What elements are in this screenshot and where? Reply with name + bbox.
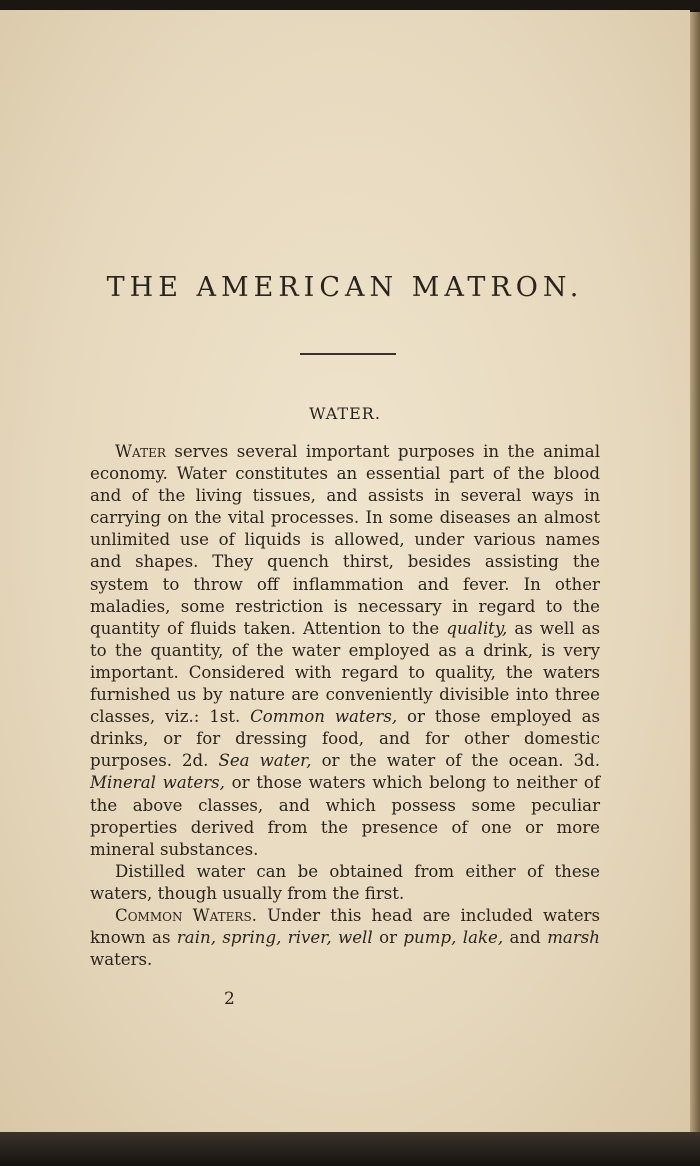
paragraph-3-text-1: Under this head are included waters known as — [90, 905, 600, 948]
paragraph-1-italic-1: quality, — [446, 618, 508, 638]
paragraph-3-lead: Common Waters. — [115, 905, 257, 925]
paragraph-1-text-5: or those waters which belong to neither of the above classes, and which possess some peculiar properties derived from the presence of one or more mineral substances. — [90, 773, 600, 859]
paragraph-3 — [90, 905, 600, 971]
scan-bottom-edge — [0, 1132, 700, 1166]
paragraph-3-italic-3: marsh — [547, 928, 600, 948]
paragraph-1-text-2: as well as to the quantity, of the water employed as a drink, is very important. Considered with regard to quality, the waters furnished us by nature are conveniently divisible into three classes, viz.: 1st. — [90, 618, 601, 727]
paragraph-1-text-3: or those employed as drinks, or for dressing food, and for other domestic purposes. 2d. — [90, 707, 600, 771]
page-edge — [690, 12, 700, 1132]
paragraph-1-lead: Water — [115, 442, 166, 461]
paragraph-1 — [90, 441, 600, 861]
paragraph-1-text-4: or the water of the ocean. 3d. — [311, 751, 601, 771]
paragraph-3-text-3: and — [503, 928, 548, 948]
section-heading: WATER. — [309, 404, 381, 423]
paragraph-3-italic-2: pump, lake, — [403, 928, 504, 948]
paragraph-3-text-4: waters. — [90, 950, 153, 970]
title-rule — [300, 353, 396, 355]
body-text — [90, 441, 600, 971]
folio-signature: 2 — [224, 989, 235, 1009]
paragraph-1-italic-2: Common waters, — [250, 707, 398, 727]
paragraph-3-text-2: or — [372, 928, 404, 948]
book-page — [0, 10, 690, 1132]
paragraph-1-text-1: serves several important purposes in the animal economy. Water constitutes an essential part of the blood and of the living tissues, and assists in several ways in carrying on the vital processes. In some diseases an almost unlimited use of liquids is allowed, under various names and shapes. They quench thirst, besides assisting the system to throw off inflammation and fever. In other maladies, some restriction is necessary in regard to the quantity of fluids taken. Attention to the — [90, 442, 600, 638]
paragraph-1-italic-3: Sea water, — [218, 751, 312, 771]
paragraph-1-italic-4: Mineral waters, — [90, 773, 225, 793]
paragraph-2: Distilled water can be obtained from either of these waters, though usually from the first. — [90, 861, 600, 903]
paragraph-3-italic-1: rain, spring, river, well — [176, 928, 373, 948]
running-title: THE AMERICAN MATRON. — [106, 272, 584, 303]
